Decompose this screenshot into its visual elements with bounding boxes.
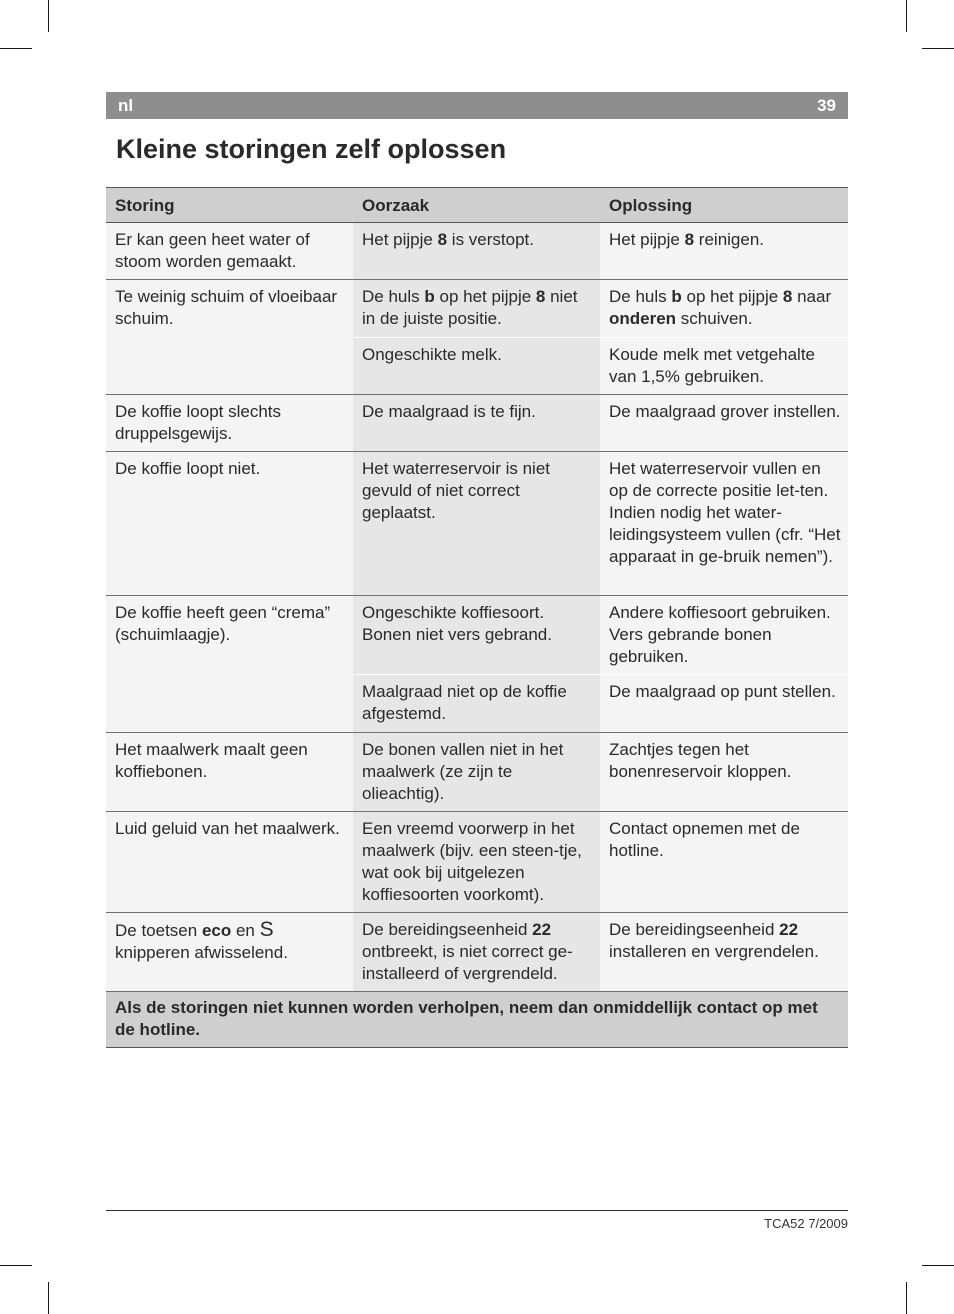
- table-header-row: [106, 188, 848, 223]
- footer-rule: [106, 1210, 848, 1211]
- troubleshooting-table: [106, 187, 848, 1048]
- hotline-note: Als de storingen niet kunnen worden verholpen, neem dan onmiddellijk contact op met de hotline.: [106, 992, 848, 1048]
- table-row: [106, 280, 848, 338]
- table-row: [106, 452, 848, 596]
- cell-oorzaak: Ongeschikte koffiesoort. Bonen niet vers gebrand.: [353, 596, 600, 675]
- cell-oplossing: De huls b op het pijpje 8 naar onderen schuiven.: [600, 280, 848, 338]
- cell-oplossing: De maalgraad op punt stellen.: [600, 675, 848, 733]
- cell-storing: Te weinig schuim of vloeibaar schuim.: [106, 280, 353, 395]
- table-row: [106, 913, 848, 992]
- cell-oorzaak: Het pijpje 8 is verstopt.: [353, 223, 600, 280]
- crop-mark: [48, 0, 49, 32]
- table-footer-row: [106, 992, 848, 1048]
- table-row: [106, 812, 848, 913]
- crop-mark: [48, 1282, 49, 1314]
- footer-model-code: TCA52 7/2009: [764, 1216, 848, 1231]
- crop-mark: [922, 1265, 954, 1266]
- cell-oplossing: Het pijpje 8 reinigen.: [600, 223, 848, 280]
- cell-oorzaak: Een vreemd voorwerp in het maalwerk (bijv. een steen-tje, wat ook bij uitgelezen koffiesoorten voorkomt).: [353, 812, 600, 913]
- table-row: [106, 395, 848, 452]
- cell-oplossing: De bereidingseenheid 22 installeren en vergrendelen.: [600, 913, 848, 992]
- cell-oorzaak: Het waterreservoir is niet gevuld of niet correct geplaatst.: [353, 452, 600, 596]
- crop-mark: [0, 48, 32, 49]
- cell-storing: De koffie heeft geen “crema” (schuimlaagje).: [106, 596, 353, 733]
- cell-oplossing: Koude melk met vetgehalte van 1,5% gebruiken.: [600, 338, 848, 395]
- page-number: 39: [817, 96, 836, 115]
- cell-oplossing: Andere koffiesoort gebruiken. Vers gebrande bonen gebruiken.: [600, 596, 848, 675]
- cell-oorzaak: De bereidingseenheid 22 ontbreekt, is niet correct ge-installeerd of vergrendeld.: [353, 913, 600, 992]
- cell-storing: De toetsen eco en S knipperen afwisselend.: [106, 913, 353, 992]
- table-row: [106, 596, 848, 675]
- cell-oplossing: Het waterreservoir vullen en op de correcte positie let-ten. Indien nodig het water-leidingsysteem vullen (cfr. “Het apparaat in ge-bruik nemen”).: [600, 452, 848, 596]
- cell-oplossing: Zachtjes tegen het bonenreservoir kloppen.: [600, 733, 848, 812]
- table-row: [106, 733, 848, 812]
- cell-storing: Het maalwerk maalt geen koffiebonen.: [106, 733, 353, 812]
- cell-oorzaak: Maalgraad niet op de koffie afgestemd.: [353, 675, 600, 733]
- cell-oplossing: De maalgraad grover instellen.: [600, 395, 848, 452]
- crop-mark: [922, 48, 954, 49]
- column-header-storing: Storing: [106, 188, 353, 223]
- symbol-s: S: [259, 918, 274, 941]
- table-row: [106, 223, 848, 280]
- cell-oorzaak: De maalgraad is te fijn.: [353, 395, 600, 452]
- cell-storing: De koffie loopt niet.: [106, 452, 353, 596]
- column-header-oorzaak: Oorzaak: [353, 188, 600, 223]
- cell-oorzaak: Ongeschikte melk.: [353, 338, 600, 395]
- cell-oorzaak: De huls b op het pijpje 8 niet in de juiste positie.: [353, 280, 600, 338]
- crop-mark: [906, 0, 907, 32]
- cell-storing: Er kan geen heet water of stoom worden gemaakt.: [106, 223, 353, 280]
- cell-oplossing: Contact opnemen met de hotline.: [600, 812, 848, 913]
- column-header-oplossing: Oplossing: [600, 188, 848, 223]
- language-label: nl: [118, 96, 134, 115]
- crop-mark: [906, 1282, 907, 1314]
- cell-storing: Luid geluid van het maalwerk.: [106, 812, 353, 913]
- page-header-bar: [106, 92, 848, 119]
- cell-storing: De koffie loopt slechts druppelsgewijs.: [106, 395, 353, 452]
- cell-oorzaak: De bonen vallen niet in het maalwerk (ze zijn te olieachtig).: [353, 733, 600, 812]
- crop-mark: [0, 1265, 32, 1266]
- page-title: Kleine storingen zelf oplossen: [116, 134, 507, 164]
